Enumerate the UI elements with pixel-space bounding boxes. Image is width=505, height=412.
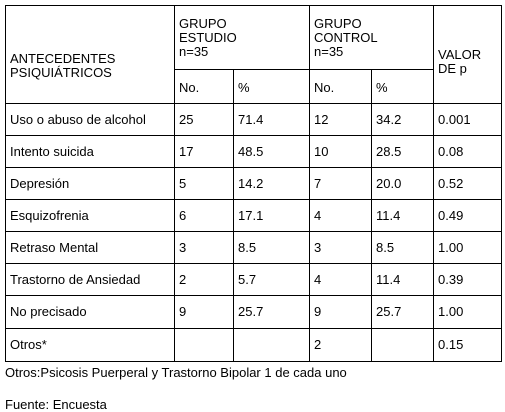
estudio-pct-cell: 48.5: [234, 136, 310, 168]
estudio-no-cell: 25: [175, 104, 234, 136]
p-value-cell: 0.49: [434, 200, 502, 232]
row-label: Trastorno de Ansiedad: [6, 264, 175, 296]
header-antecedentes: ANTECEDENTES PSIQUIÁTRICOS: [6, 6, 175, 104]
psychiatric-history-table: [5, 5, 502, 362]
estudio-pct-cell: 17.1: [234, 200, 310, 232]
control-pct-cell: 8.5: [372, 232, 434, 264]
estudio-pct-cell: 71.4: [234, 104, 310, 136]
control-no-cell: 12: [310, 104, 372, 136]
p-value-cell: 0.08: [434, 136, 502, 168]
p-value-cell: 0.52: [434, 168, 502, 200]
table-row: [6, 136, 502, 168]
control-no-cell: 4: [310, 200, 372, 232]
control-pct-cell: [372, 329, 434, 362]
subheader-control-no: No.: [310, 70, 372, 104]
estudio-no-cell: 5: [175, 168, 234, 200]
control-pct-cell: 25.7: [372, 296, 434, 329]
control-no-cell: 3: [310, 232, 372, 264]
table-row: [6, 232, 502, 264]
estudio-no-cell: 6: [175, 200, 234, 232]
table-row: [6, 329, 502, 362]
p-value-cell: 1.00: [434, 296, 502, 329]
control-no-cell: 7: [310, 168, 372, 200]
estudio-pct-cell: 5.7: [234, 264, 310, 296]
estudio-pct-cell: 14.2: [234, 168, 310, 200]
control-pct-cell: 11.4: [372, 264, 434, 296]
subheader-control-pct: %: [372, 70, 434, 104]
control-pct-cell: 11.4: [372, 200, 434, 232]
estudio-no-cell: [175, 329, 234, 362]
p-value-cell: 1.00: [434, 232, 502, 264]
control-pct-cell: 20.0: [372, 168, 434, 200]
row-label: No precisado: [6, 296, 175, 329]
p-value-cell: 0.39: [434, 264, 502, 296]
control-pct-cell: 28.5: [372, 136, 434, 168]
table-row: [6, 200, 502, 232]
control-no-cell: 2: [310, 329, 372, 362]
estudio-pct-cell: 25.7: [234, 296, 310, 329]
row-label: Esquizofrenia: [6, 200, 175, 232]
p-value-cell: 0.15: [434, 329, 502, 362]
estudio-no-cell: 2: [175, 264, 234, 296]
table-row: [6, 104, 502, 136]
control-no-cell: 9: [310, 296, 372, 329]
table-row: [6, 296, 502, 329]
fuente-footnote: Fuente: Encuesta: [5, 397, 107, 412]
table-row: [6, 264, 502, 296]
estudio-no-cell: 17: [175, 136, 234, 168]
estudio-pct-cell: [234, 329, 310, 362]
row-label: Depresión: [6, 168, 175, 200]
table-row: [6, 168, 502, 200]
header-row: [6, 6, 502, 70]
p-value-cell: 0.001: [434, 104, 502, 136]
header-grupo-control: GRUPO CONTROL n=35: [310, 6, 434, 70]
estudio-no-cell: 3: [175, 232, 234, 264]
row-label: Otros*: [6, 329, 175, 362]
subheader-estudio-no: No.: [175, 70, 234, 104]
estudio-no-cell: 9: [175, 296, 234, 329]
header-grupo-estudio: GRUPO ESTUDIO n=35: [175, 6, 310, 70]
row-label: Intento suicida: [6, 136, 175, 168]
otros-footnote: Otros:Psicosis Puerperal y Trastorno Bipolar 1 de cada uno: [5, 365, 347, 380]
control-no-cell: 10: [310, 136, 372, 168]
row-label: Uso o abuso de alcohol: [6, 104, 175, 136]
subheader-estudio-pct: %: [234, 70, 310, 104]
control-no-cell: 4: [310, 264, 372, 296]
header-valor-p: VALOR DE p: [434, 6, 502, 104]
row-label: Retraso Mental: [6, 232, 175, 264]
estudio-pct-cell: 8.5: [234, 232, 310, 264]
control-pct-cell: 34.2: [372, 104, 434, 136]
